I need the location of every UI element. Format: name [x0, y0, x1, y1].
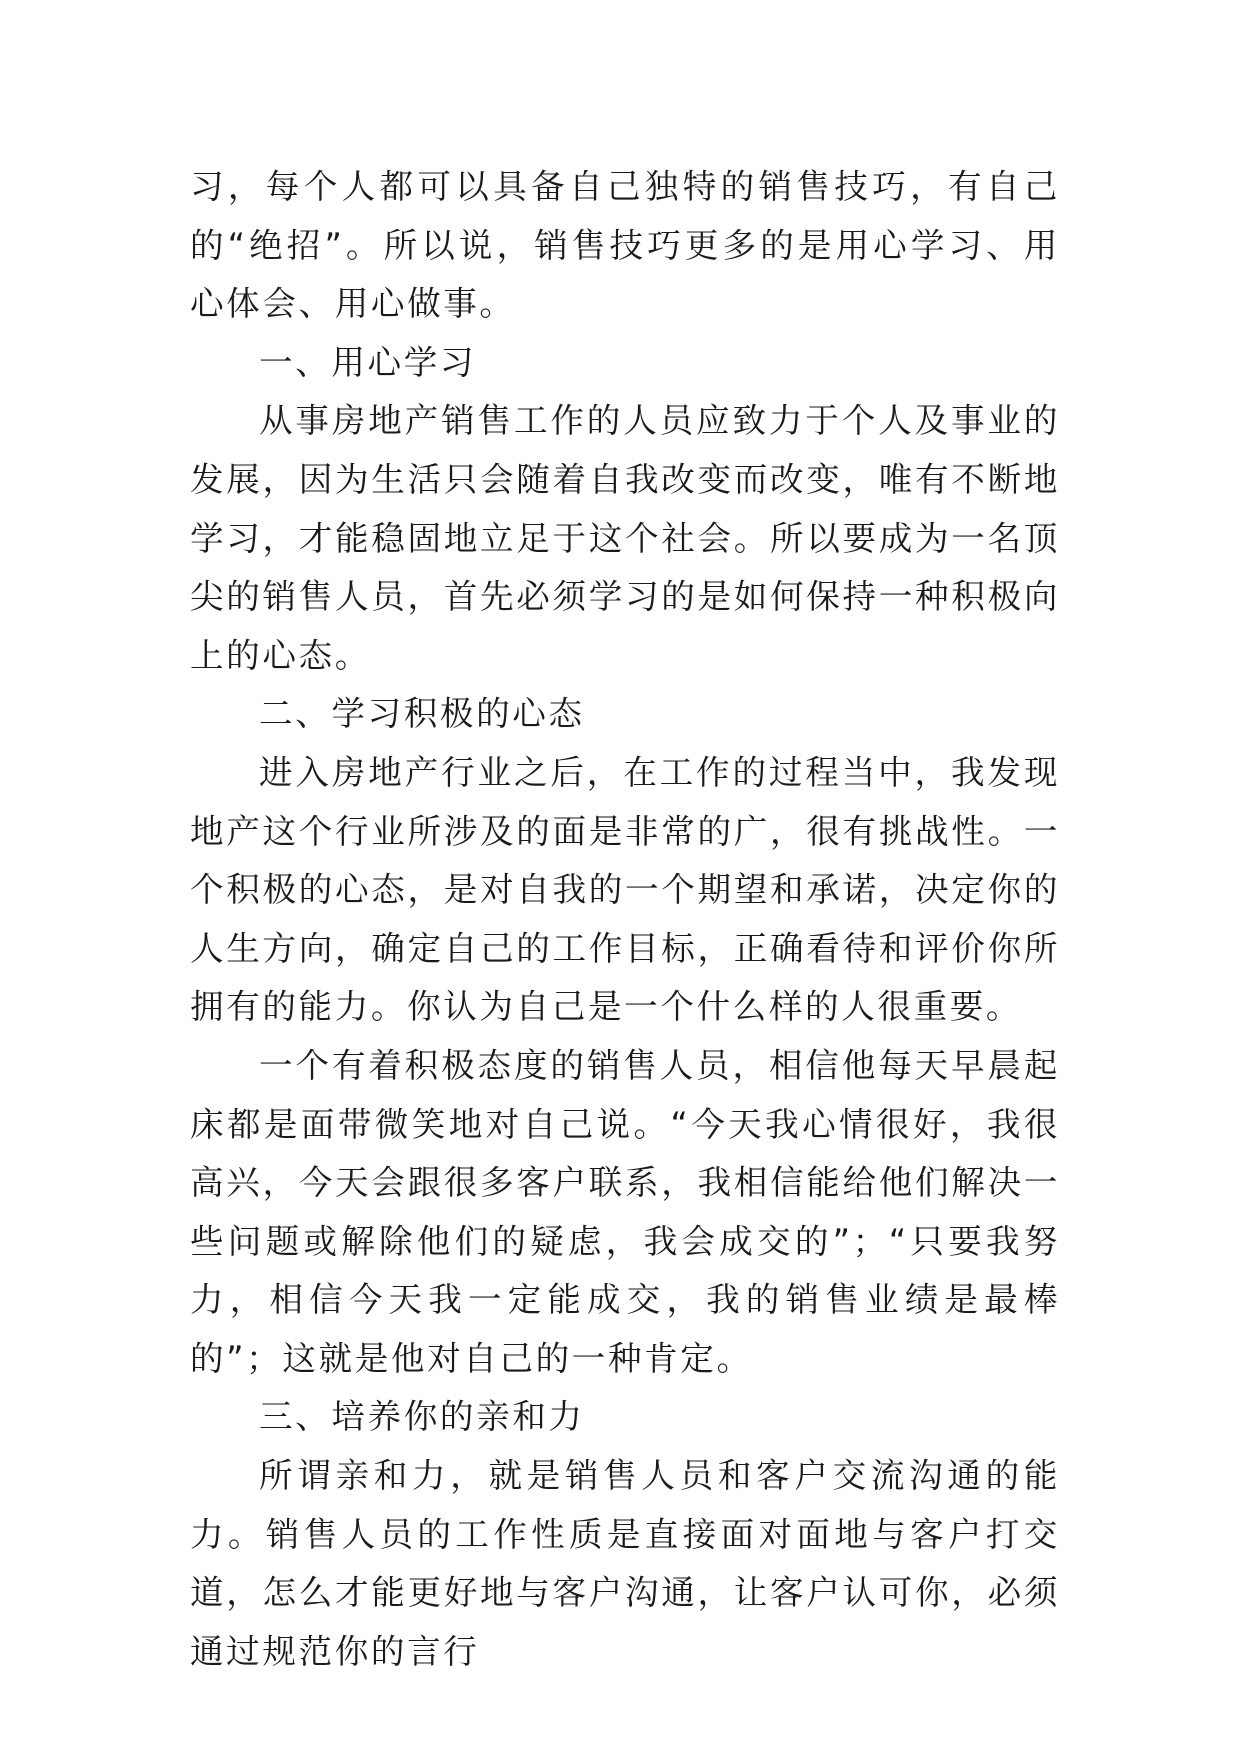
paragraph-continuation: 习，每个人都可以具备自己独特的销售技巧，有自己的“绝招”。所以说，销售技巧更多的是用心学习、用心体会、用心做事。	[190, 167, 1060, 324]
document-body	[190, 158, 1060, 1681]
section-heading-2: 二、学习积极的心态	[259, 694, 585, 734]
paragraph: 一个有着积极态度的销售人员，相信他每天早晨起床都是面带微笑地对自己说。“今天我心情很好，我很高兴，今天会跟很多客户联系，我相信能给他们解决一些问题或解除他们的疑虑，我会成交的”；“只要我努力，相信今天我一定能成交，我的销售业绩是最棒的”；这就是他对自己的一种肯定。	[190, 1045, 1060, 1378]
paragraph: 进入房地产行业之后，在工作的过程当中，我发现地产这个行业所涉及的面是非常的广，很有挑战性。一个积极的心态，是对自我的一个期望和承诺，决定你的人生方向，确定自己的工作目标，正确看待和评价你所拥有的能力。你认为自己是一个什么样的人很重要。	[190, 752, 1060, 1027]
section-heading-3: 三、培养你的亲和力	[259, 1397, 585, 1437]
section-heading-1: 一、用心学习	[259, 342, 477, 382]
paragraph: 从事房地产销售工作的人员应致力于个人及事业的发展，因为生活只会随着自我改变而改变，唯有不断地学习，才能稳固地立足于这个社会。所以要成为一名顶尖的销售人员，首先必须学习的是如何保持一种积极向上的心态。	[190, 401, 1060, 675]
paragraph: 所谓亲和力，就是销售人员和客户交流沟通的能力。销售人员的工作性质是直接面对面地与客户打交道，怎么才能更好地与客户沟通，让客户认可你，必须通过规范你的言行	[190, 1456, 1060, 1671]
